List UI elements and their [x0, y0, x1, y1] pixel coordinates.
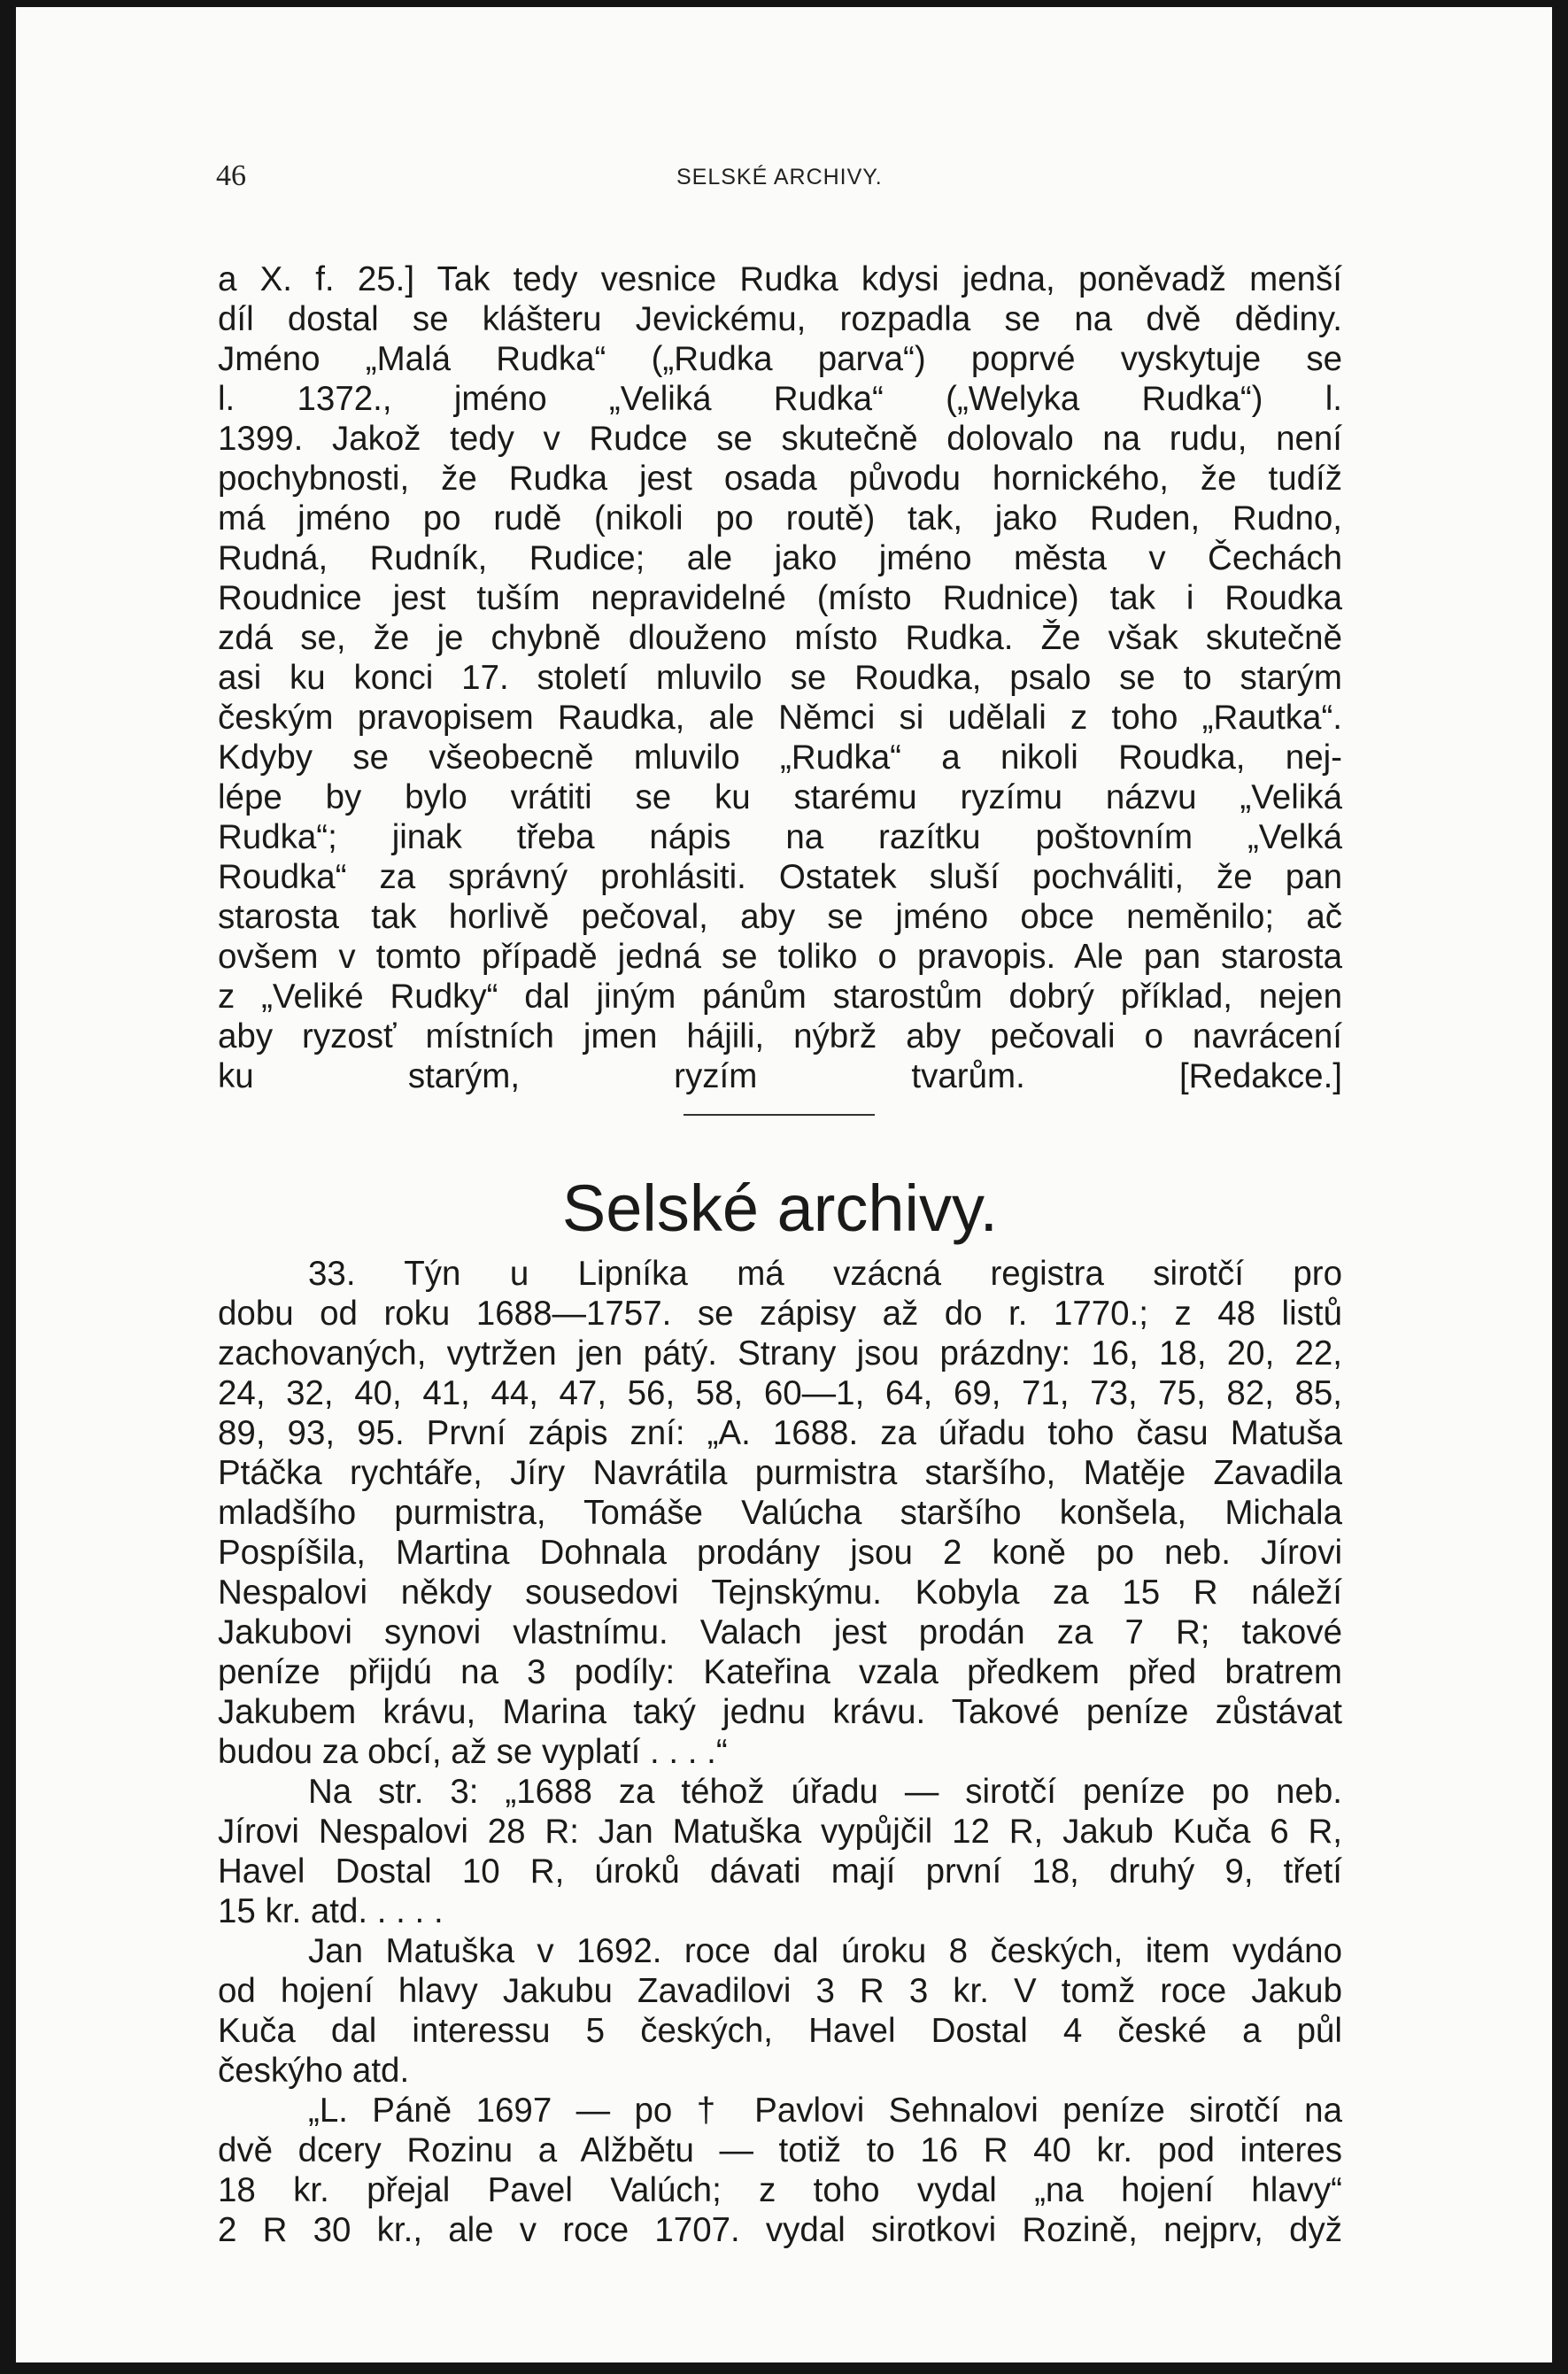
text-line: pochybnosti, že Rudka jest osada původu hornického, že tudíž: [218, 460, 1342, 498]
text-line: Jakubovi synovi vlastnímu. Valach jest prodán za 7 R; takové: [218, 1613, 1342, 1651]
text-line: Roudka“ za správný prohlásiti. Ostatek sluší pochváliti, že pan: [218, 858, 1342, 896]
continuation-paragraph: [218, 259, 1342, 1096]
text-line: „L. Páně 1697 — po † Pavlovi Sehnalovi peníze sirotčí na: [308, 2092, 1342, 2130]
text-line: zachovaných, vytržen jen pátý. Strany jsou prázdny: 16, 18, 20, 22,: [218, 1334, 1342, 1373]
text-line: Nespalovi někdy sousedovi Tejnskýmu. Kobyla za 15 R náleží: [218, 1574, 1342, 1612]
text-line: Jan Matuška v 1692. roce dal úroku 8 českých, item vydáno: [308, 1932, 1342, 1970]
text-line: ku starým, ryzím tvarům. [Redakce.]: [218, 1057, 1342, 1095]
text-line: Jakubem krávu, Marina taký jednu krávu. Takové peníze zůstávat: [218, 1693, 1342, 1731]
text-line: Na str. 3: „1688 za téhož úřadu — sirotčí peníze po neb.: [308, 1773, 1342, 1811]
section-heading: Selské archivy.: [561, 1172, 999, 1245]
text-line: dvě dcery Rozinu a Alžbětu — totiž to 16 R 40 kr. pod interes: [218, 2131, 1342, 2169]
text-line: díl dostal se klášteru Jevickému, rozpadla se na dvě dědiny.: [218, 300, 1342, 338]
text-line: aby ryzosť místních jmen hájili, nýbrž aby pečovali o navrácení: [218, 1017, 1342, 1056]
text-line: 15 kr. atd. . . . .: [218, 1892, 444, 1930]
text-line: asi ku konci 17. století mluvilo se Roudka, psalo se to starým: [218, 659, 1342, 697]
text-line: starosta tak horlivě pečoval, aby se jméno obce neměnilo; ač: [218, 898, 1342, 936]
text-line: Jméno „Malá Rudka“ („Rudka parva“) poprvé vyskytuje se: [218, 340, 1342, 378]
text-line: Rudka“; jinak třeba nápis na razítku poštovním „Velká: [218, 818, 1342, 856]
archive-entry-33: [218, 1254, 1342, 2250]
text-line: Kdyby se všeobecně mluvilo „Rudka“ a nikoli Roudka, nej-: [218, 738, 1342, 777]
running-title: SELSKÉ ARCHIVY.: [676, 165, 883, 189]
text-line: mladšího purmistra, Tomáše Valúcha staršího konšela, Michala: [218, 1494, 1342, 1532]
book-page: [16, 7, 1552, 2362]
page-number: 46: [216, 159, 246, 192]
text-line: od hojení hlavy Jakubu Zavadilovi 3 R 3 kr. V tomž roce Jakub: [218, 1972, 1342, 2010]
text-line: budou za obcí, až se vyplatí . . . .“: [218, 1733, 728, 1771]
text-line: Ptáčka rychtáře, Jíry Navrátila purmistra staršího, Matěje Zavadila: [218, 1454, 1342, 1492]
text-line: 33. Týn u Lipníka má vzácná registra sirotčí pro: [308, 1255, 1342, 1293]
text-line: zdá se, že je chybně dlouženo místo Rudka. Že však skutečně: [218, 619, 1342, 657]
text-line: 18 kr. přejal Pavel Valúch; z toho vydal „na hojení hlavy“: [218, 2171, 1342, 2209]
text-line: 1399. Jakož tedy v Rudce se skutečně dolovalo na rudu, není: [218, 420, 1342, 458]
text-line: českým pravopisem Raudka, ale Němci si udělali z toho „Rautka“.: [218, 699, 1342, 737]
text-line: 89, 93, 95. První zápis zní: „A. 1688. za úřadu toho času Matuša: [218, 1414, 1342, 1452]
text-line: 2 R 30 kr., ale v roce 1707. vydal sirotkovi Rozině, nejprv, dyž: [218, 2211, 1342, 2249]
section-divider: [684, 1114, 875, 1116]
text-line: z „Veliké Rudky“ dal jiným pánům starostům dobrý příklad, nejen: [218, 978, 1342, 1016]
text-line: lépe by bylo vrátiti se ku starému ryzímu názvu „Veliká: [218, 778, 1342, 816]
text-line: Rudná, Rudník, Rudice; ale jako jméno města v Čechách: [218, 539, 1342, 577]
text-line: dobu od roku 1688—1757. se zápisy až do r. 1770.; z 48 listů: [218, 1295, 1342, 1333]
text-line: Kuča dal interessu 5 českých, Havel Dostal 4 české a půl: [218, 2012, 1342, 2050]
running-head: [216, 159, 1340, 195]
text-line: 24, 32, 40, 41, 44, 47, 56, 58, 60—1, 64, 69, 71, 73, 75, 82, 85,: [218, 1374, 1342, 1412]
text-line: má jméno po rudě (nikoli po routě) tak, jako Ruden, Rudno,: [218, 499, 1342, 537]
text-line: ovšem v tomto případě jedná se toliko o pravopis. Ale pan starosta: [218, 938, 1342, 976]
text-line: českýho atd.: [218, 2052, 410, 2090]
text-line: Jírovi Nespalovi 28 R: Jan Matuška vypůjčil 12 R, Jakub Kuča 6 R,: [218, 1813, 1342, 1851]
text-line: peníze přijdú na 3 podíly: Kateřina vzala předkem před bratrem: [218, 1653, 1342, 1691]
text-line: a X. f. 25.] Tak tedy vesnice Rudka kdysi jedna, poněvadž menší: [218, 260, 1342, 298]
text-line: Roudnice jest tuším nepravidelné (místo Rudnice) tak i Roudka: [218, 579, 1342, 617]
text-line: l. 1372., jméno „Veliká Rudka“ („Welyka Rudka“) l.: [218, 380, 1342, 418]
text-line: Havel Dostal 10 R, úroků dávati mají první 18, druhý 9, třetí: [218, 1852, 1342, 1891]
text-line: Pospíšila, Martina Dohnala prodány jsou 2 koně po neb. Jírovi: [218, 1534, 1342, 1572]
